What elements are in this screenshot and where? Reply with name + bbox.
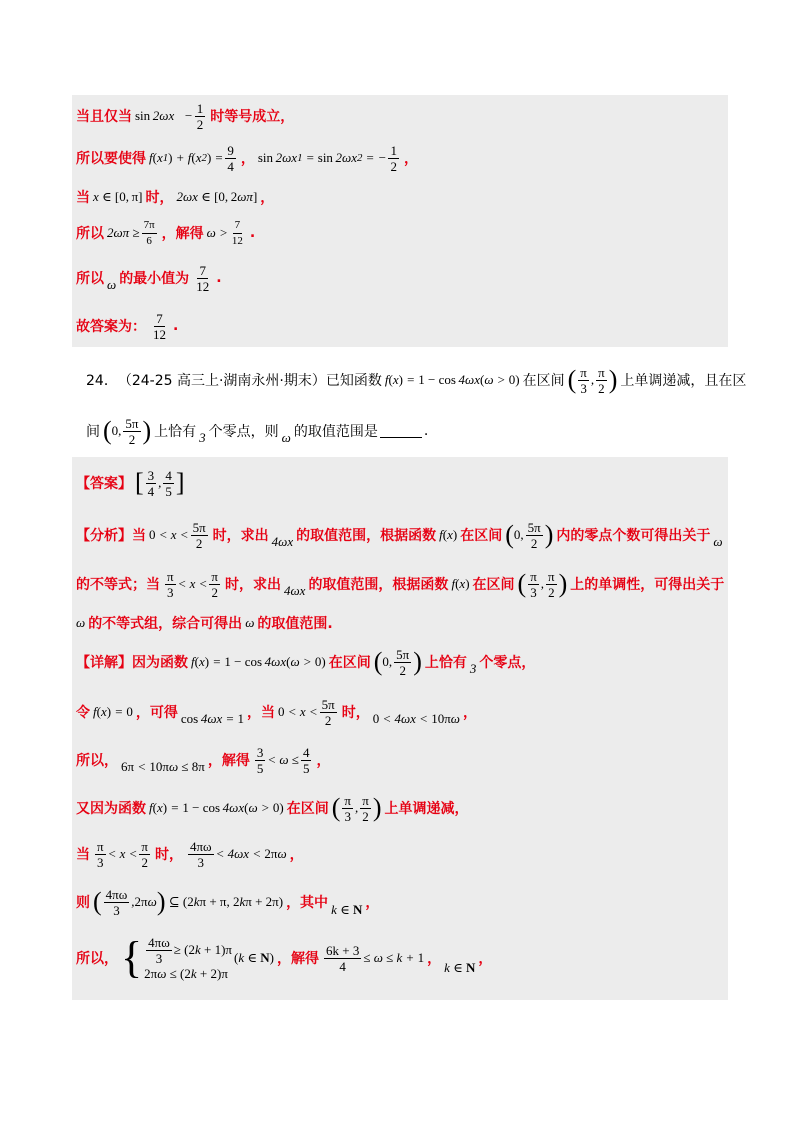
math: ( $\frac{\pi}{3}$ , $\frac{\pi}{2}$ ) [331, 792, 382, 824]
detail-line-6: 则 ( $\frac{4\pi\omega}{3}$ , 2π ω ) ⊆ (2 k π + π, 2 k π + 2π) ，其中 k ∈ N ， [76, 886, 380, 918]
math: sin 2ωx − $\frac{1}{2}$ [135, 100, 204, 132]
math: ( $\frac{4\pi\omega}{3}$ , 2π ω ) ⊆ (2 k π + π, 2 k π + 2π) [93, 886, 284, 918]
analysis-line-3: ω 的不等式组，综合可得出 ω 的取值范围. [76, 615, 333, 632]
prev-line-5: 所以 ω 的最小值为 $\frac{7}{12}$ . [76, 262, 222, 294]
math: ( 0, $\frac{5\pi}{2}$ ) [103, 415, 152, 447]
math: ω [245, 615, 255, 630]
math: f ( x ) [451, 576, 470, 591]
math: ( 0, $\frac{5\pi}{2}$ ) [505, 519, 554, 551]
answer-line [76, 463, 188, 503]
math: $\frac{7}{12}$ [153, 310, 166, 342]
detail-line-1: 【详解】 因为函数 f ( x ) = 1 − cos 4ωx ( ω > 0) 在区间 ( 0, $\frac{5\pi}{2}$ ) 上恰有 3 个零点， [76, 646, 536, 678]
math: $\frac{4\pi\omega}{3}$ < 4ωx < 2π ω [189, 838, 287, 870]
math: 4ωx [283, 583, 306, 598]
math: { $\frac{4\pi\omega}{3}$ ≥ (2 k + 1)π 2π ω ≤ (2 k + 2)π (k ∈ N) [121, 933, 274, 982]
math: ω [76, 615, 86, 630]
math: 6π < 10π ω ≤ 8π [121, 759, 205, 774]
math: $\frac{\pi}{3}$ < x < $\frac{\pi}{2}$ [167, 568, 218, 600]
math: f ( x ) = 1 − cos 4ωx ( ω > 0) [191, 654, 326, 669]
math: 2ωπ ≥ $\frac{7\pi}{6}$ [107, 218, 155, 247]
answer-blank [380, 425, 422, 438]
math: 2ωx ∈ [0, 2 ωπ ] [176, 189, 258, 204]
math: $\frac{3}{5}$ < ω ≤ $\frac{4}{5}$ [256, 744, 310, 776]
detail-line-2: 令 f ( x ) = 0 ，可得 cos 4ωx = 1 ，当 0 < x < $\frac{5\pi}{2}$ 时， 0 < 4ωx < 10π ω ， [76, 696, 477, 728]
math: ω > $\frac{7}{12}$ [206, 218, 243, 247]
math: f ( x 1 ) + f ( x 2 ) = $\frac{9}{4}$ [149, 142, 234, 174]
prev-line-4: 所以 2ωπ ≥ $\frac{7\pi}{6}$ ，解得 ω > $\frac{7}{12}$ . [76, 218, 256, 247]
math: k ∈ N [444, 960, 476, 975]
math: ( $\frac{\pi}{3}$ , $\frac{\pi}{2}$ ) [517, 568, 568, 600]
math: $\frac{7}{12}$ [196, 262, 210, 294]
analysis-label: 【分析】 [76, 528, 132, 544]
detail-line-7: 所以， { $\frac{4\pi\omega}{3}$ ≥ (2 k + 1)π 2π ω ≤ (2 k + 2)π (k ∈ N) ，解得 $\frac{6k + 3}{4}$ ≤ ω ≤ k + 1 ， k ∈ N ， [76, 933, 493, 982]
math: k ∈ N [331, 902, 363, 917]
question-line-2: 间 ( 0, $\frac{5\pi}{2}$ ) 上恰有 3 个零点，则 ω 的取值范围是 . [86, 415, 429, 447]
math: ( $\frac{\pi}{3}$ , $\frac{\pi}{2}$ ) [567, 364, 618, 396]
math: ( 0, $\frac{5\pi}{2}$ ) [373, 646, 422, 678]
prev-line-6: 故答案为： $\frac{7}{12}$ . [76, 310, 179, 342]
math: $\frac{\pi}{3}$ < x < $\frac{\pi}{2}$ [97, 838, 148, 870]
math: f ( x ) = 0 [93, 704, 133, 719]
detail-line-5: 当 $\frac{\pi}{3}$ < x < $\frac{\pi}{2}$ 时， $\frac{4\pi\omega}{3}$ < 4ωx < 2π ω ， [76, 838, 304, 870]
prev-line-2: 所以要使得 f ( x 1 ) + f ( x 2 ) = $\frac{9}{4}$ ， sin 2ωx 1 = sin 2ωx 2 = − $\frac{1}{2}$ ， [76, 142, 418, 174]
detail-line-3: 所以， 6π < 10π ω ≤ 8π ，解得 $\frac{3}{5}$ < ω ≤ $\frac{4}{5}$ ， [76, 744, 331, 776]
detail-label: 【详解】 [76, 655, 132, 671]
math: f ( x ) [439, 527, 458, 542]
math: 0 < x < $\frac{5\pi}{2}$ [278, 696, 335, 728]
question-number: 24． [86, 373, 118, 389]
math: 3 [199, 430, 206, 445]
math: ω [713, 534, 723, 549]
math: cos 4ωx = 1 [180, 711, 245, 726]
math: [ $\frac{3}{4}$ , $\frac{4}{5}$ ] [135, 467, 185, 499]
question-line-1: 24． （24-25 高三上·湖南永州·期末）已知函数 f ( x ) = 1 − cos 4ωx ( ω > 0) 在区间 ( $\frac{\pi}{3}$ , $\frac{\pi}{2}$ ) 上单调递减，且在区 [86, 364, 747, 396]
math: f ( x ) = 1 − cos 4ωx ( ω > 0) [384, 372, 520, 387]
math: f ( x ) = 1 − cos 4ωx ( ω > 0) [149, 800, 284, 815]
math: 3 [469, 661, 477, 676]
math: $\frac{6k + 3}{4}$ ≤ ω ≤ k + 1 [325, 942, 425, 974]
math: 4ωx [271, 534, 294, 549]
math: x ∈ [0, π] [93, 189, 143, 204]
math: 0 < 4ωx < 10π ω [372, 711, 460, 726]
math: sin 2ωx 1 = sin 2ωx 2 = − $\frac{1}{2}$ [257, 142, 397, 174]
math: ω [107, 277, 117, 292]
answer-label: 【答案】 [76, 476, 132, 492]
prev-line-3: 当 x ∈ [0, π] 时， 2ωx ∈ [0, 2 ωπ ] ， [76, 189, 275, 206]
prev-line-1: 当且仅当 sin 2ωx − $\frac{1}{2}$ 时等号成立， [76, 100, 295, 132]
math: ω [281, 430, 291, 445]
math: 0 < x < $\frac{5\pi}{2}$ [149, 519, 206, 551]
analysis-line-2: 的不等式；当 $\frac{\pi}{3}$ < x < $\frac{\pi}{2}$ 时，求出 4ωx 的取值范围，根据函数 f ( x ) 在区间 ( $\frac{\pi}{3}$ , $\frac{\pi}{2}$ ) 上的单调性，可得出关于 [76, 568, 725, 600]
detail-line-4: 又因为函数 f ( x ) = 1 − cos 4ωx ( ω > 0) 在区间 ( $\frac{\pi}{3}$ , $\frac{\pi}{2}$ ) 上单调递减， [76, 792, 469, 824]
analysis-line-1: 【分析】 当 0 < x < $\frac{5\pi}{2}$ 时，求出 4ωx 的取值范围，根据函数 f ( x ) 在区间 ( 0, $\frac{5\pi}{2}$ ) 内的零点个数可得出关于 ω [76, 519, 723, 551]
